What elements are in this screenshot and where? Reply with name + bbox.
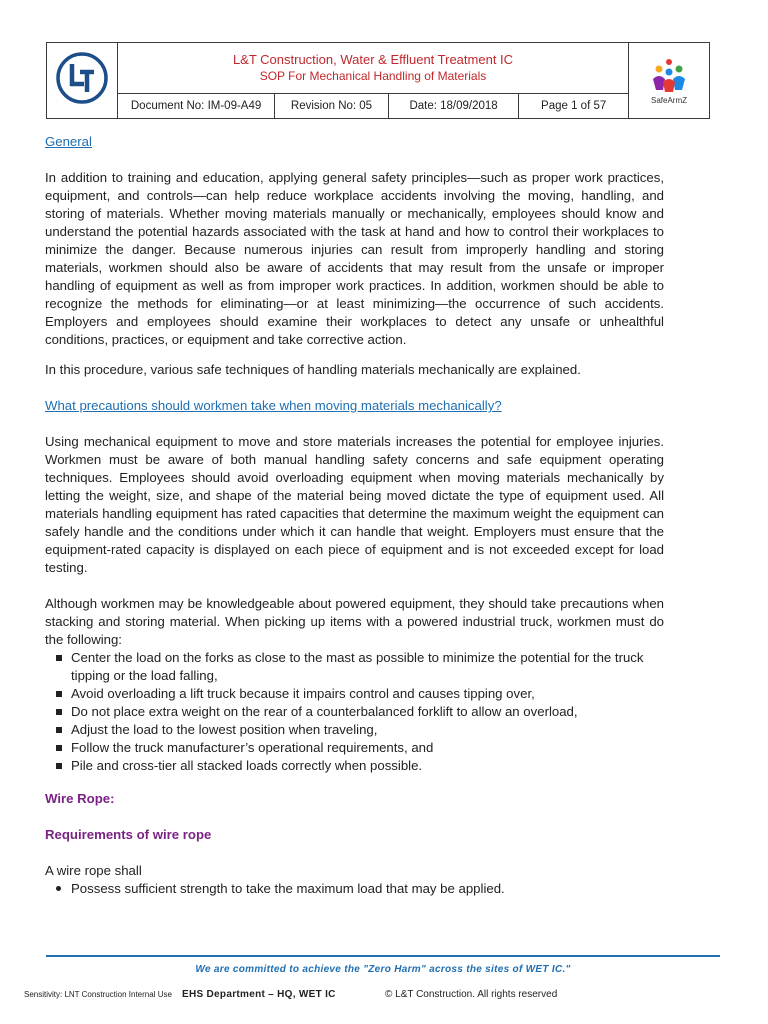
wire-rope-intro: A wire rope shall (45, 863, 142, 878)
document-meta-row (118, 94, 628, 118)
truck-rules-list (45, 649, 664, 775)
company-line: L&T Construction, Water & Effluent Treatment IC (232, 52, 514, 67)
page-number: Page 1 of 57 (541, 100, 607, 112)
list-item: Possess sufficient strength to take the maximum load that may be applied. (71, 880, 664, 898)
wire-rope-heading: Wire Rope: (45, 791, 115, 806)
lt-logo-cell (47, 43, 118, 119)
precautions-heading[interactable]: What precautions should workmen take when moving materials mechanically? (45, 398, 502, 413)
powered-paragraph: Although workmen may be knowledgeable about powered equipment, they should take precautions when stacking and storing material. When picking up items with a powered industrial truck, workmen must do the following: (45, 596, 664, 647)
lt-logo-icon (55, 51, 109, 105)
footer-divider (46, 955, 720, 957)
safearmz-logo-cell (629, 43, 710, 119)
list-item: Avoid overloading a lift truck because it impairs control and causes tipping over, (71, 685, 664, 703)
mechanical-paragraph: Using mechanical equipment to move and store materials increases the potential for employee injuries. Workmen must be aware of both manual handling safety concerns and safe equipment operating techniques. Employees should avoid overloading equipment when moving materials mechanically by letting the weight, size, and shape of the material being moved dictate the type of equipment used. All materials handling equipment has rated capacities that determine the maximum weight the equipment can safely handle and the conditions under which it can handle that weight. Employers must ensure that the equipment-rated capacity is displayed on each piece of equipment and is not exceeded except for load testing. (45, 434, 664, 575)
document-title-cell (118, 43, 629, 94)
document-date: Date: 18/09/2018 (389, 94, 519, 118)
footer-tagline: We are committed to achieve the "Zero Harm" across the sites of WET IC." (195, 964, 571, 975)
general-heading[interactable]: General (45, 134, 92, 149)
list-item: Center the load on the forks as close to the mast as possible to minimize the potential for the truck tipping or the load falling, (71, 649, 664, 685)
procedure-paragraph: In this procedure, various safe techniques of handling materials mechanically are explained. (45, 362, 581, 377)
document-header (46, 42, 710, 119)
document-body (45, 133, 664, 898)
intro-paragraph: In addition to training and education, applying general safety principles—such as proper work practices, equipment, and controls—can help reduce workplace accidents involving the moving, handling, and storing of materials. Whether moving materials manually or mechanically, employees should know and understand the potential hazards associated with the task at hand and how to control their workplaces to minimize the danger. Because numerous injuries can result from improperly handling and storing materials, workmen should also be aware of accidents that may result from the unsafe or improper handling of equipment as well as from improper work practices. In addition, workmen should be able to recognize the methods for eliminating—or at least minimizing—the occurrence of such accidents. Employers and employees should examine their workplaces to detect any unsafe or unhealthful conditions, practices, or equipment and take corrective action. (45, 170, 664, 347)
safearmz-logo-icon (648, 57, 690, 93)
document-meta-cell (118, 94, 629, 119)
copyright-label: © L&T Construction. All rights reserved (385, 989, 558, 1000)
list-item: Follow the truck manufacturer’s operational requirements, and (71, 739, 664, 757)
requirements-heading: Requirements of wire rope (45, 827, 212, 842)
list-item: Adjust the load to the lowest position when traveling, (71, 721, 664, 739)
department-label: EHS Department – HQ, WET IC (182, 989, 336, 1000)
document-number: Document No: IM-09-A49 (118, 94, 275, 118)
wire-rope-list (45, 880, 664, 898)
sop-title: SOP For Mechanical Handling of Materials (259, 69, 487, 83)
list-item: Pile and cross-tier all stacked loads correctly when possible. (71, 757, 664, 775)
list-item: Do not place extra weight on the rear of a counterbalanced forklift to allow an overload, (71, 703, 664, 721)
sensitivity-label: Sensitivity: LNT Construction Internal Use (24, 990, 172, 999)
revision-number: Revision No: 05 (275, 94, 389, 118)
safearmz-label: SafeArmZ (650, 95, 687, 105)
